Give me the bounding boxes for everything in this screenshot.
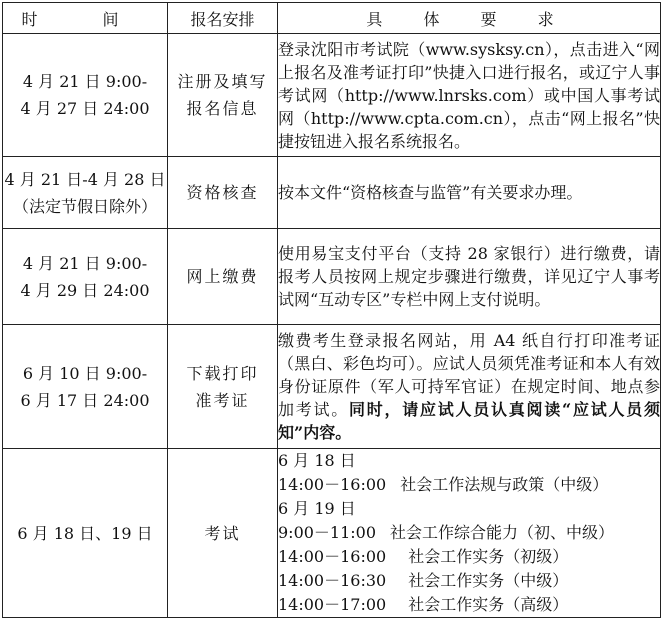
exam-item: 14:00－16:00 社会工作实务（初级） (278, 547, 569, 566)
arrangement-cell: 下载打印 准考证 (168, 325, 278, 449)
table-row (3, 325, 661, 449)
header-requirements: 具 体 要 求 (278, 3, 661, 34)
exam-item: 14:00－17:00 社会工作实务（高级） (278, 595, 569, 614)
time-cell: 6 月 10 日 9:00- 6 月 17 日 24:00 (3, 325, 168, 449)
table-row (3, 229, 661, 325)
time-cell: 4 月 21 日 9:00- 4 月 29 日 24:00 (3, 229, 168, 325)
exam-day-1: 6 月 18 日 (278, 451, 356, 470)
requirement-cell: 使用易宝支付平台（支持 28 家银行）进行缴费，请报考人员按网上规定步骤进行缴费，详见辽宁人事考试网“互动专区”专栏中网上支付说明。 (278, 229, 661, 325)
arrangement-cell: 网上缴费 (168, 229, 278, 325)
requirement-cell: 缴费考生登录报名网站，用 A4 纸自行打印准考证（黑白、彩色均可）。应试人员须凭准考证和本人有效身份证原件（军人可持军官证）在规定时间、地点参加考试。同时，请应试人员认真阅读“应试人员须知”内容。 (278, 325, 661, 449)
table-row (3, 157, 661, 229)
exam-schedule-table (2, 2, 661, 618)
arrangement-cell: 资格核查 (168, 157, 278, 229)
exam-item: 14:00－16:30 社会工作实务（中级） (278, 571, 569, 590)
exam-day-2: 6 月 19 日 (278, 499, 356, 518)
table-row (3, 449, 661, 618)
table-row (3, 34, 661, 157)
requirement-cell: 按本文件“资格核查与监管”有关要求办理。 (278, 157, 661, 229)
exam-item: 9:00－11:00 社会工作综合能力（初、中级） (278, 523, 615, 542)
time-cell: 6 月 18 日、19 日 (3, 449, 168, 618)
time-cell: 4 月 21 日-4 月 28 日 （法定节假日除外） (3, 157, 168, 229)
arrangement-cell: 注册及填写 报名信息 (168, 34, 278, 157)
time-cell: 4 月 21 日 9:00- 4 月 27 日 24:00 (3, 34, 168, 157)
bold-notice: 同时，请应试人员认真阅读“应试人员须知”内容。 (278, 400, 660, 442)
exam-schedule-cell (278, 449, 661, 618)
header-arrangement: 报名安排 (168, 3, 278, 34)
requirement-cell: 登录沈阳市考试院（www.sysksy.cn），点击进入“网上报名及准考证打印”快捷入口进行报名，或辽宁人事考试网（http://www.lnrsks.com）或中国人事考试网（http://www.cpta.com.cn），点击“网上报名”快捷按钮进入报名系统报名。 (278, 34, 661, 157)
exam-item: 14:00－16:00 社会工作法规与政策（中级） (278, 475, 609, 494)
arrangement-cell: 考试 (168, 449, 278, 618)
header-row (3, 3, 661, 34)
header-time: 时 间 (3, 3, 168, 34)
